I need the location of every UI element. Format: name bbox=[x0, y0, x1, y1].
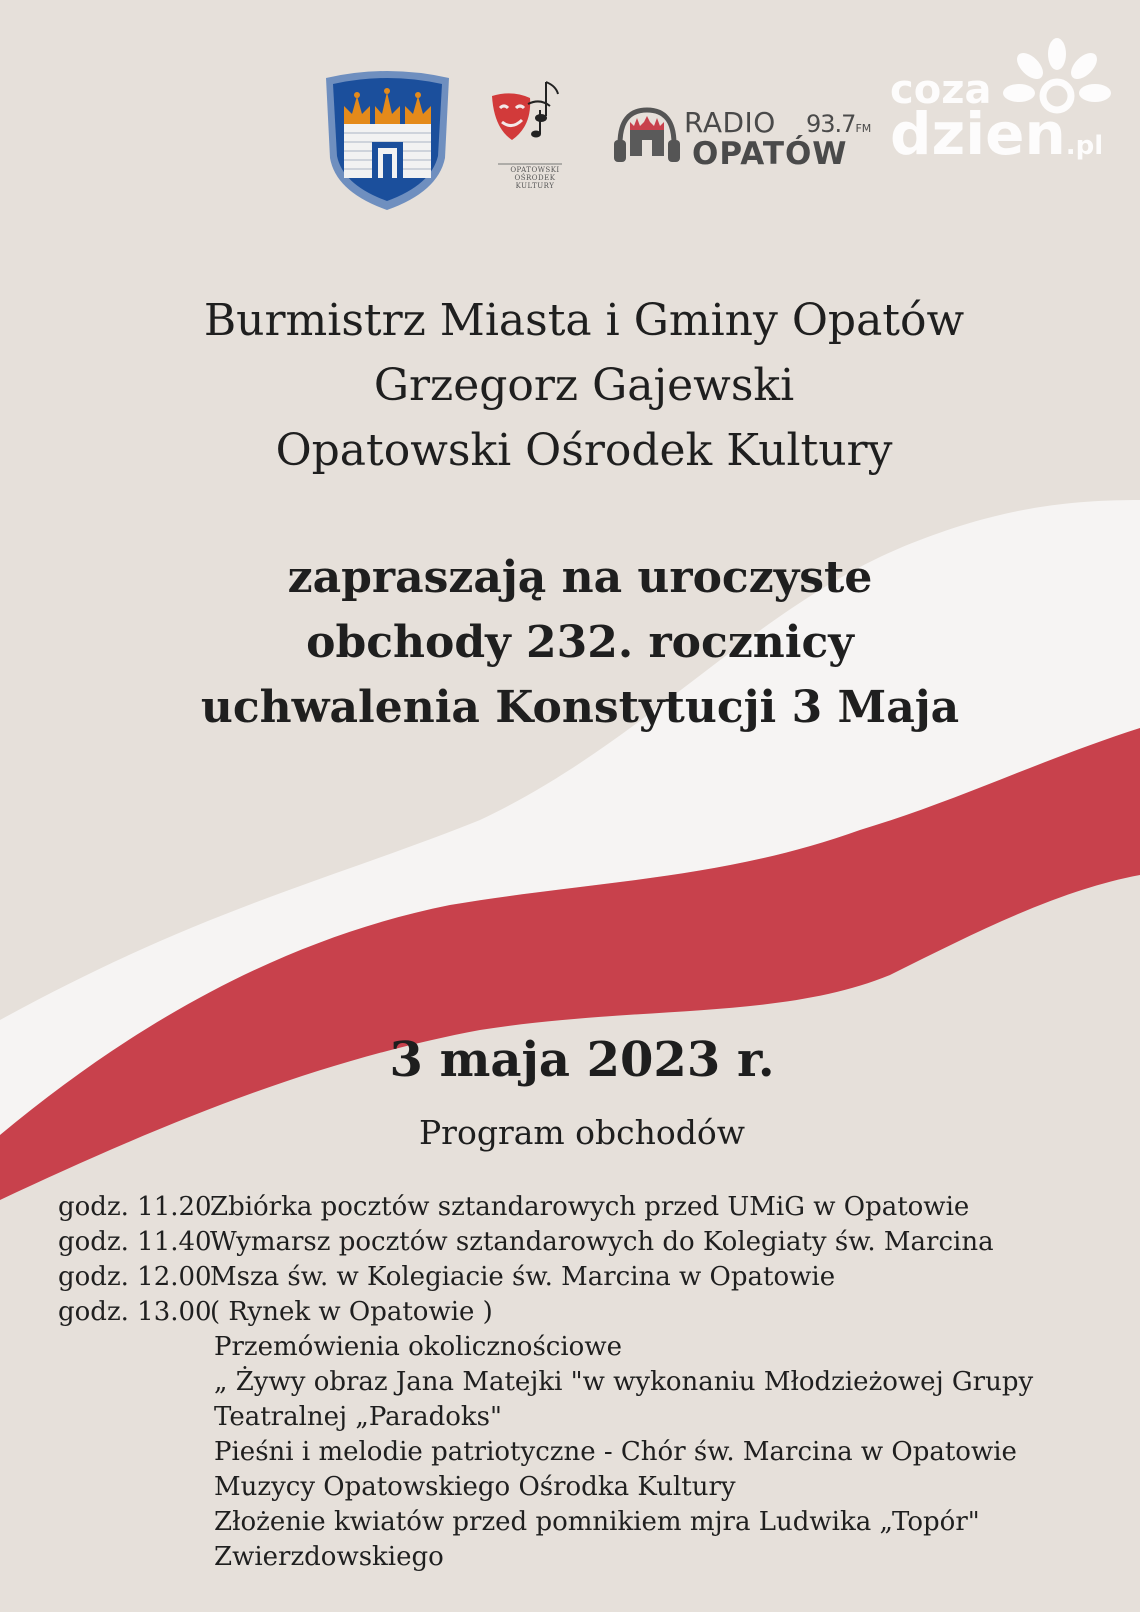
program-detail: Pieśni i melodie patriotyczne - Chór św. Marcina w Opatowie bbox=[214, 1437, 1017, 1467]
program-detail: Teatralnej „Paradoks" bbox=[214, 1402, 502, 1432]
program-detail: Przemówienia okolicznościowe bbox=[214, 1332, 622, 1362]
program-detail: Zwierzdowskiego bbox=[214, 1542, 444, 1572]
program-detail: Muzycy Opatowskiego Ośrodka Kultury bbox=[214, 1472, 736, 1502]
program-text: Msza św. w Kolegiacie św. Marcina w Opatowie bbox=[210, 1262, 836, 1292]
event-date: 3 maja 2023 r. bbox=[389, 1032, 775, 1088]
program-detail: Złożenie kwiatów przed pomnikiem mjra Ludwika „Topór" bbox=[214, 1507, 980, 1537]
invitation-heading bbox=[0, 545, 1140, 740]
program-item bbox=[58, 1260, 1118, 1295]
theatre-caption-line: KULTURY bbox=[515, 182, 555, 190]
program-item bbox=[58, 1225, 1118, 1260]
watermark-line1: coza bbox=[890, 67, 992, 113]
opatow-coat-of-arms-logo bbox=[320, 70, 455, 212]
radio-name: RADIO bbox=[684, 106, 776, 139]
radio-band: FM bbox=[855, 122, 872, 135]
watermark-text bbox=[890, 67, 1104, 168]
invitation-line: uchwalenia Konstytucji 3 Maja bbox=[200, 682, 960, 733]
radio-frequency bbox=[806, 110, 871, 138]
program-text: Zbiórka pocztów sztandarowych przed UMiG w Opatowie bbox=[210, 1192, 970, 1222]
program-time: godz. 12.00 bbox=[58, 1262, 212, 1292]
theatre-logo-caption bbox=[495, 166, 575, 190]
organizer-line: Burmistrz Miasta i Gminy Opatów bbox=[203, 295, 965, 346]
organizer-line: Grzegorz Gajewski bbox=[373, 360, 795, 411]
program-detail: „ Żywy obraz Jana Matejki "w wykonaniu Młodzieżowej Grupy bbox=[214, 1367, 1034, 1397]
program-time: godz. 13.00 bbox=[58, 1297, 212, 1327]
program-text: Wymarsz pocztów sztandarowych do Kolegiaty św. Marcina bbox=[210, 1227, 994, 1257]
program-item bbox=[58, 1190, 1118, 1225]
program-time: godz. 11.20 bbox=[58, 1192, 212, 1222]
program-item bbox=[58, 1295, 1118, 1330]
watermark-line2 bbox=[890, 100, 1104, 168]
radio-city: OPATÓW bbox=[692, 136, 848, 172]
invitation-line: obchody 232. rocznicy bbox=[306, 617, 854, 668]
watermark-line2-text: dzien bbox=[890, 100, 1066, 168]
invitation-line: zapraszają na uroczyste bbox=[287, 552, 873, 603]
organizer-line: Opatowski Ośrodek Kultury bbox=[275, 425, 893, 476]
program-time: godz. 11.40 bbox=[58, 1227, 212, 1257]
program-list bbox=[58, 1190, 1118, 1575]
organizers-block bbox=[0, 288, 1140, 483]
theatre-caption-line: OŚRODEK bbox=[514, 174, 556, 182]
program-text: ( Rynek w Opatowie ) bbox=[210, 1297, 493, 1327]
theatre-caption-line: OPATOWSKI bbox=[510, 166, 560, 174]
radio-frequency-value: 93.7 bbox=[806, 110, 856, 138]
watermark-suffix: .pl bbox=[1065, 131, 1104, 161]
radio-headphones-logo bbox=[612, 104, 682, 170]
program-title: Program obchodów bbox=[418, 1113, 746, 1152]
